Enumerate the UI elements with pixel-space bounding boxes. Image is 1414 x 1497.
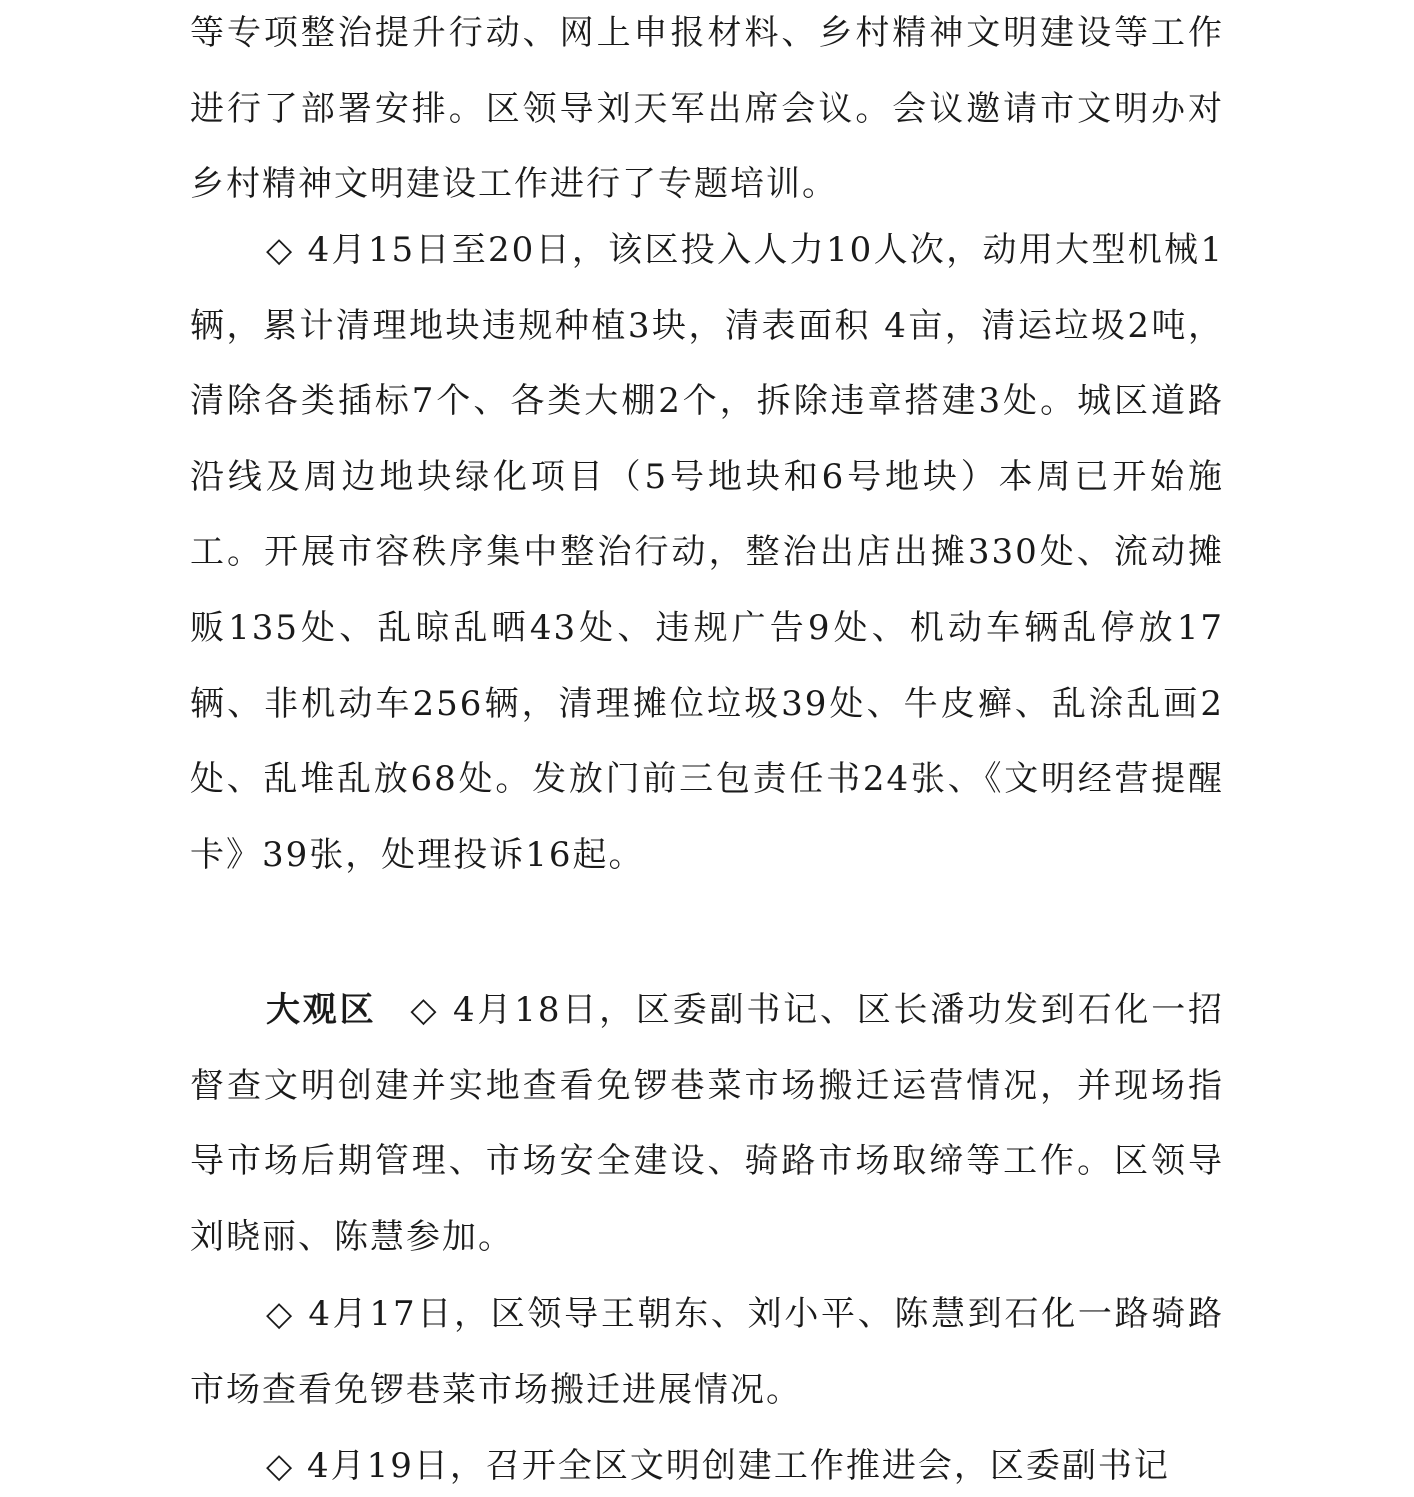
paragraph-april-15-20-cleanup: ◇ 4月15日至20日，该区投入人力10人次，动用大型机械1辆，累计清理地块违规种植3块，清表面积 4亩，清运垃圾2吨，清除各类插标7个、各类大棚2个，拆除违章搭建3处。城区道路沿线及周边地块绿化项目（5号地块和6号地块）本周已开始施工。开展市容秩序集中整治行动，整治出店出摊330处、流动摊贩135处、乱晾乱晒43处、违规广告9处、机动车辆乱停放17辆、非机动车256辆，清理摊位垃圾39处、牛皮癣、乱涂乱画2处、乱堆乱放68处。发放门前三包责任书24张、《文明经营提醒卡》39张，处理投诉16起。 <box>190 230 1224 875</box>
district-heading: 大观区 <box>266 990 377 1030</box>
paragraph-april-19-meeting: ◇ 4月19日，召开全区文明创建工作推进会，区委副书记 <box>266 1446 1170 1486</box>
paragraph-meeting-arrangements: 等专项整治提升行动、网上申报材料、乡村精神文明建设等工作进行了部署安排。区领导刘天军出席会议。会议邀请市文明办对乡村精神文明建设工作进行了专题培训。 <box>190 13 1224 205</box>
document-page <box>190 0 1224 1497</box>
paragraph-april-17-inspection: ◇ 4月17日，区领导王朝东、刘小平、陈慧到石化一路骑路市场查看免锣巷菜市场搬迁进展情况。 <box>190 1294 1224 1410</box>
paragraph-daguan-district <box>190 973 1224 1275</box>
paragraph-daguan-text: ◇ 4月18日，区委副书记、区长潘功发到石化一招督查文明创建并实地查看免锣巷菜市场搬迁运营情况，并现场指导市场后期管理、市场安全建设、骑路市场取缔等工作。区领导刘晓丽、陈慧参加。 <box>190 990 1224 1257</box>
